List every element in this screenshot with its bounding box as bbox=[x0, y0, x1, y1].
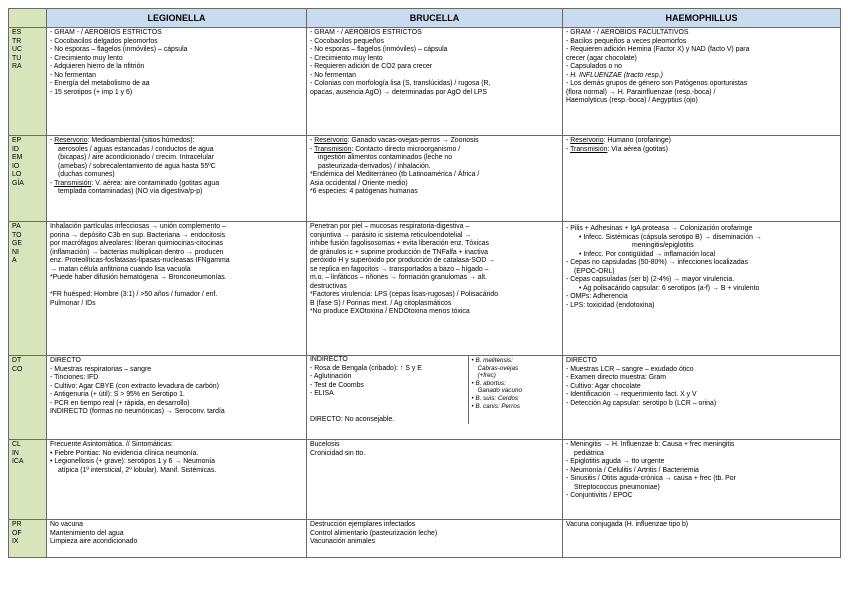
cell-estructura-haemophillus: - GRAM - / AEROBIOS FACULTATIVOS - Bacilos pequeños a veces pleomorfos - Requieren adición Hemina (Factor X) y NAD (facto V) para crecer (agar chocolate) - Capsulados o no - H. INFLUENZAE (tracto resp.) - Los demás grupos de género son Patógenos oportunistas (flora normal) → H. Parainfluenzae (resp.-boca) / Haemolyticus (resp.-boca) / Aegyptius (ojo) bbox=[563, 28, 841, 136]
row-estructura bbox=[9, 28, 841, 136]
rowlabel-profilaxis: PR OF IX bbox=[9, 520, 47, 558]
row-profilaxis bbox=[9, 520, 841, 558]
header-haemophillus: HAEMOPHILLUS bbox=[563, 9, 841, 28]
row-epidemiologia bbox=[9, 136, 841, 222]
rowlabel-epidemiologia: EP ID EM IO LO GÍA bbox=[9, 136, 47, 222]
header-legionella: LEGIONELLA bbox=[47, 9, 307, 28]
header-row bbox=[9, 9, 841, 28]
comparison-table bbox=[8, 8, 841, 558]
row-patogenia bbox=[9, 222, 841, 356]
cell-estructura-brucella: - GRAM - / AEROBIOS ESTRICTOS - Cocobacilos pequeños - No esporas – flagelos (inmóviles) – cápsula - Crecimiento muy lento - Requieren adición de CO2 para crecer - No fermentan - Colonias con morfología lisa (S, translúcidas) / rugosa (R, opacas, ausencia AgO) → determinadas por AgO del LPS bbox=[307, 28, 563, 136]
rowlabel-estructura: ES TR UC TU RA bbox=[9, 28, 47, 136]
brucella-dtco-split bbox=[310, 356, 559, 424]
cell-clinica-haemophillus: - Meningitis → H. Influenzae b: Causa + frec meningitis pediátrica - Epiglotitis aguda → tto urgente - Neumonía / Celulitis / Artritis / Bacteriemia - Sinusitis / Otitis aguda-crónica → causa + frec (tb. Por Streptococcus pneumoniae) - Conjuntivitis / EPOC bbox=[563, 440, 841, 520]
cell-prof-brucella: Destrucción ejemplares infectados Control alimentario (pasteurización leche) Vacunación animales bbox=[307, 520, 563, 558]
cell-dtco-legionella: DIRECTO - Muestras respiratorias – sangre - Tinciones: IFD - Cultivo: Agar CBYE (con extracto levadura de carbón) - Antigenuria (+ útil): S > 95% en Serotipo 1. - PCR en tiempo real (+ rápida, en desarrollo) INDIRECTO (formas no neumónicas) → Seroconv. tardía bbox=[47, 356, 307, 440]
cell-prof-legionella: No vacuna Mantenimiento del agua Limpieza aire acondicionado bbox=[47, 520, 307, 558]
cell-epidemiologia-brucella: - Reservorio: Ganado vacas-ovejas-perros → Zoonosis - Transmisión: Contacto directo microorganismo / ingestión alimentos contaminados (leche no pasteurizada-derivados) / inhalación. *Endémica del Mediterráneo (tb Latinoamérica / África / Asia occidental / Oriente medio) *6 especies: 4 patógenas humanas bbox=[307, 136, 563, 222]
cell-patogenia-legionella: Inhalación partículas infecciosas → unión complemento – porina → depósito C3b en sup. Bacteriana → endocitosis por macrófagos alveolares: liberan quimiocinas-citocinas (inflamación) → bacterias multiplican dentro → producen enz. Proteolíticas-fosfatasas-lipasas-nucleasas IFNgamma → matan célula anfitriona cuando lisa vacuola *Puede haber difusión hematógena → Bronconeumonías. *FR huésped: Hombre (3:1) / >50 años / fumador / enf. Pulmonar / IDs bbox=[47, 222, 307, 356]
cell-prof-haemophillus: Vacuna conjugada (H. influenzae tipo b) bbox=[563, 520, 841, 558]
cell-patogenia-brucella: Penetran por piel – mucosas respiratoria-digestiva – conjuntiva → parásito ic sistema reticuloendotelial → inhibe fusión fagolisosomas + evita liberación enz. Tóxicas de gránulos ic + suprime producción de TNFalfa + inactiva peróxido H y superóxido por producción de catalasa-SOD → se replica en fagocitos → transportados a bazo – hígado – m.o. – linfáticos – riñones → formación granulomas → alt. destructivas *Factores virulencia: LPS (cepas lisas-rugosas) / Polisacárido B (fase S) / Porinas mext. / Ag citoplasmáticos *No produce EXOtoxina / ENDOtoxina menos tóxica bbox=[307, 222, 563, 356]
rowlabel-dtco: DT CO bbox=[9, 356, 47, 440]
row-clinica bbox=[9, 440, 841, 520]
cell-dtco-brucella bbox=[307, 356, 563, 440]
row-dtco bbox=[9, 356, 841, 440]
corner-cell bbox=[9, 9, 47, 28]
rowlabel-patogenia: PA TO GE NI A bbox=[9, 222, 47, 356]
cell-epidemiologia-legionella: - Reservorio: Medioambiental (sitios húmedos): aerosoles / aguas estancadas / conductos de agua (bicapas) / aire acondicionado / crecim. Intracelular (amebas) / sobrecalentamiento de agua hasta 55ºC (duchas comunes) - Transmisión: V. aérea: aire contaminado (gotitas agua templada contaminadas) (NO vía digestiva/p-p) bbox=[47, 136, 307, 222]
cell-clinica-brucella: Bucelosis Cronicidad sin tto. bbox=[307, 440, 563, 520]
cell-dtco-haemophillus: DIRECTO - Muestras LCR – sangre – exudado ótico - Examen directo muestra: Gram - Cultivo: Agar chocolate - Identificación → requerimiento fact. X y V - Detección Ag capsular: serotipo b (LCR – orina) bbox=[563, 356, 841, 440]
brucella-dtco-main: INDIRECTO - Rosa de Bengala (cribado): ↑ S y E - Aglutinación - Test de Coombs - ELISA DIRECTO: No aconsejable. bbox=[310, 356, 422, 423]
cell-estructura-legionella: - GRAM - / AEROBIOS ESTRICTOS - Cocobacilos delgados pleomorfos - No esporas – flagelos (inmóviles) – cápsula - Crecimiento muy lento - Adquieren hierro de la nfitrión - No fermentan - Energía del metabolismo de aa - 15 serotipos (+ imp 1 y 6) bbox=[47, 28, 307, 136]
header-brucella: BRUCELLA bbox=[307, 9, 563, 28]
brucella-species-list: • B. melitensis: Cabras-ovejas (+frec) • B. abortus: Ganado vacuno • B. suis: Cerdos • B. canis: Perros bbox=[468, 356, 559, 424]
cell-clinica-legionella: Frecuente Asintomática. // Sintomáticas: • Fiebre Pontiac: No evidencia clínica neumonía. • Legionellosis (+ grave): serotipos 1 y 6 → Neumonía atípica (1º intersticial, 2º lobular). Manif. Sistémicas. bbox=[47, 440, 307, 520]
cell-epidemiologia-haemophillus: - Reservorio: Humano (orofaringe) - Transmisión: Vía aérea (gotitas) bbox=[563, 136, 841, 222]
rowlabel-clinica: CL IN ICA bbox=[9, 440, 47, 520]
cell-patogenia-haemophillus: - Pilis + Adhesinas + IgA proteasa → Colonización orofaringe • Infecc. Sistémicas (cápsula serotipo B) → diseminación → meningitis/epiglotitis • Infecc. Por contigüidad → inflamación local - Cepas no capsuladas (50-80%) → infecciones localizadas (EPOC-ORL) - Cepas capsuladas (ser b) (2-4%) → mayor virulencia. • Ag polisacárido capsular: 6 serotipos (a-f) → B + virulento - OMPs: Adherencia - LPS: toxicidad (endotoxina) bbox=[563, 222, 841, 356]
